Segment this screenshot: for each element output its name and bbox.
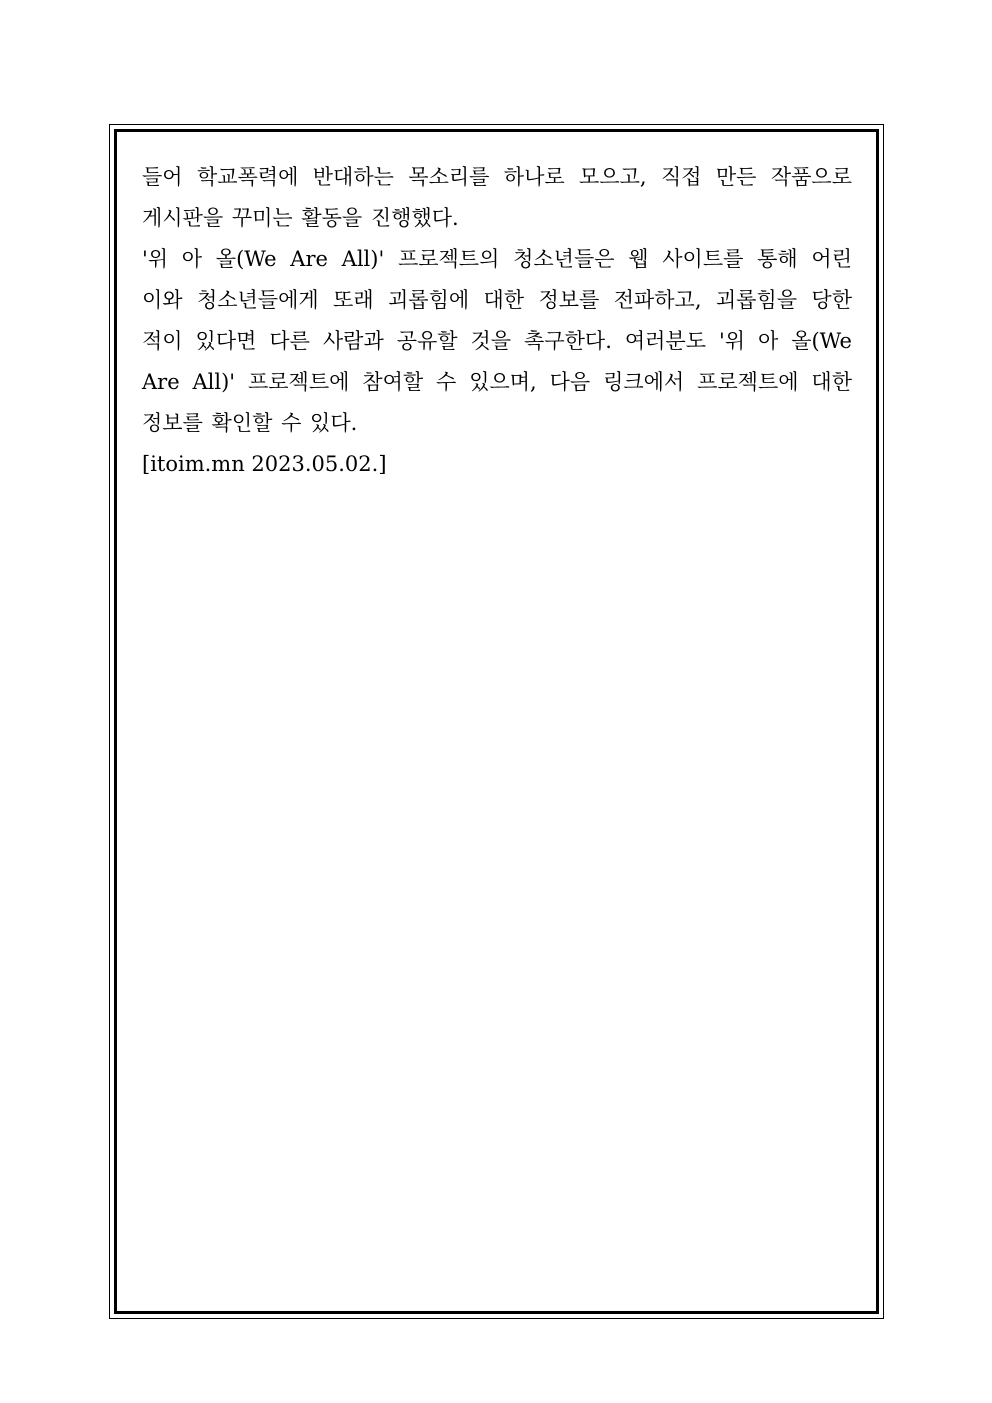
text-line: 적이 있다면 다른 사람과 공유할 것을 촉구한다. 여러분도 '위 아 올(We xyxy=(142,329,852,353)
paragraph-we-are-all xyxy=(142,239,852,444)
article-body xyxy=(142,157,852,485)
text-line: '위 아 올(We Are All)' 프로젝트의 청소년들은 웹 사이트를 통해 어린 xyxy=(142,247,852,271)
paragraph-activity xyxy=(142,157,852,239)
text-line: 들어 학교폭력에 반대하는 목소리를 하나로 모으고, 직접 만든 작품으로 xyxy=(142,165,852,189)
text-line: Are All)' 프로젝트에 참여할 수 있으며, 다음 링크에서 프로젝트에 대한 xyxy=(142,370,852,394)
text-line: 정보를 확인할 수 있다. xyxy=(142,411,358,435)
text-line: 게시판을 꾸미는 활동을 진행했다. xyxy=(142,206,459,230)
text-line: 이와 청소년들에게 또래 괴롭힘에 대한 정보를 전파하고, 괴롭힘을 당한 xyxy=(142,288,852,312)
source-citation: [itoim.mn 2023.05.02.] xyxy=(142,452,387,476)
